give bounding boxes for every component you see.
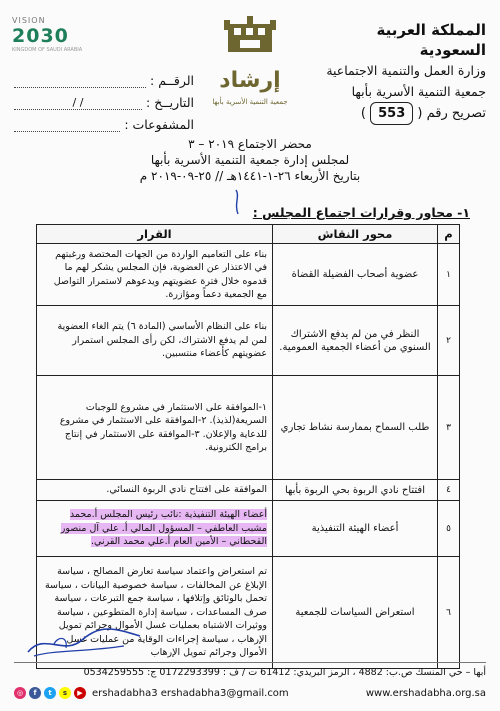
letter-meta <box>14 66 194 132</box>
header-decision: القرار <box>37 225 273 244</box>
footer-website[interactable]: www.ershadabha.org.sa <box>365 687 486 699</box>
youtube-icon[interactable]: ▶ <box>74 687 86 699</box>
attachments-value <box>14 118 120 132</box>
vision-subtitle: KINGDOM OF SAUDI ARABIA <box>12 47 83 53</box>
row-decision <box>37 501 273 557</box>
attachments-label: المشفوعات : <box>124 117 194 132</box>
date-value: / / <box>14 96 142 110</box>
row-num: ٦ <box>438 557 460 669</box>
association-name: جمعية التنمية الأسرية بأبها <box>351 84 486 99</box>
table-row <box>37 244 460 306</box>
twitter-icon[interactable]: t <box>44 687 56 699</box>
reference-number-value <box>14 74 146 88</box>
row-num: ١ <box>438 244 460 306</box>
footer-handles[interactable]: ershadabha3 ershadabha3@gmail.com <box>92 687 289 699</box>
date-row <box>14 88 194 110</box>
footer-contacts <box>14 684 486 702</box>
row-topic: عضوية أصحاب الفضيلة القضاة <box>273 244 438 306</box>
header-num: م <box>438 225 460 244</box>
row-topic: أعضاء الهيئة التنفيذية <box>273 501 438 557</box>
license-line: تصريح رقم ( 553 ) <box>311 102 486 125</box>
row-decision: ١-الموافقة على الاستثمار في مشروع للوجبات السريعة(لذيذ). ٢-الموافقة على الاستثمار في مشروع للدعاية والإعلان. ٣-الموافقة على الاستثمار في إنتاج برامج الكترونية. <box>37 376 273 480</box>
license-number: 553 <box>370 102 413 125</box>
row-topic: افتتاح نادي الربوة بحي الربوة بأبها <box>273 480 438 501</box>
title-line-3: بتاريخ الأربعاء ٢٦-١-١٤٤١هـ // ٢٥-٠٩-٢٠١٩ م <box>139 169 361 183</box>
row-num: ٤ <box>438 480 460 501</box>
highlighted-text: أعضاء الهيئة التنفيذية :نائب رئيس المجلس أ.محمد مشبب العاطفي – المسؤول المالي أ. علي آل منصور القحطاني – الأمين العام أ.علي محمد القرني. <box>60 509 267 548</box>
row-num: ٣ <box>438 376 460 480</box>
snapchat-icon[interactable]: s <box>59 687 71 699</box>
attachments-row <box>14 110 194 132</box>
signature-icon <box>24 622 144 662</box>
row-topic: النظر في من لم يدفع الاشتراك السنوي من أعضاء الجمعية العمومية. <box>273 306 438 376</box>
table-header-row <box>37 225 460 244</box>
row-decision: بناء على النظام الأساسي (المادة ٦) يتم الغاء العضوية لمن لم يدفع الاشتراك، لكن رأى المجلس استمرار عضويتهم كأعضاء منتسبين. <box>37 306 273 376</box>
ministry-name: وزارة العمل والتنمية الاجتماعية <box>326 63 486 78</box>
footer-address: أبها – حي المنسك ص.ب: 4882 ، الرمز البريدي: 61412 ت / ف : 0172293399 ج: 0534259555 <box>14 662 486 678</box>
title-line-1: محضر الاجتماع ٢٠١٩ – ٣ <box>188 137 312 151</box>
table-row <box>37 376 460 480</box>
title-line-2: لمجلس إدارة جمعية التنمية الأسرية بأبها <box>150 153 350 167</box>
vision-year: 2030 <box>12 25 69 47</box>
social-icons <box>14 687 86 699</box>
logo-wordmark: إرشاد <box>219 68 281 93</box>
instagram-icon[interactable]: ◎ <box>14 687 26 699</box>
row-topic: استعراض السياسات للجمعية <box>273 557 438 669</box>
vision-2030-logo <box>12 16 92 53</box>
table-row <box>37 306 460 376</box>
date-label: التاريــخ : <box>146 95 194 110</box>
logo-subtitle: جمعية التنمية الأسرية بأبها <box>212 98 288 106</box>
header-topic: محور النقاش <box>273 225 438 244</box>
row-num: ٥ <box>438 501 460 557</box>
letterhead <box>311 20 486 125</box>
country-name: المملكة العربية السعودية <box>376 21 486 59</box>
reference-number-label: الرقــم : <box>150 73 194 88</box>
row-num: ٢ <box>438 306 460 376</box>
decisions-table <box>36 224 460 669</box>
row-decision: الموافقة على افتتاح نادي الربوة النسائي. <box>37 480 273 501</box>
section-heading: ١- محاور وقرارات اجتماع المجلس : <box>252 205 470 220</box>
pen-mark-icon <box>228 188 248 216</box>
minutes-title <box>110 136 390 184</box>
table-row <box>37 501 460 557</box>
row-decision: تم استعراض واعتماد سياسة تعارض المصالح ، سياسة الإبلاغ عن المخالفات ، سياسة خصوصية البيانات ، سياسة تحمل بالوثائق وإتلافها ، سياسة جمع التبرعات ، سياسة صرف المساعدات ، سياسة إدارة المتطوعين ، سياسة ووثيرات الاشتباه بعمليات غسل الأموال وجرائم تمويل الإرهاب ، سياسة إجراءات الوقاية من عمليات غسل الأموال وجرائم تمويل الإرهاب <box>37 557 273 669</box>
reference-number-row <box>14 66 194 88</box>
license-label: تصريح رقم <box>426 106 486 121</box>
facebook-icon[interactable]: f <box>29 687 41 699</box>
row-decision: بناء على التعاميم الواردة من الجهات المختصة ورغبتهم في الاعتذار عن العضوية، فإن المجلس يشكر لهم ما قدموه خلال فترة عضويتهم ويدعوهم لاستمرار التواصل مع الجمعية دعماً ومؤازرة. <box>37 244 273 306</box>
table-row <box>37 480 460 501</box>
row-topic: طلب السماح بممارسة نشاط تجاري <box>273 376 438 480</box>
vision-label: VISION <box>12 16 46 25</box>
